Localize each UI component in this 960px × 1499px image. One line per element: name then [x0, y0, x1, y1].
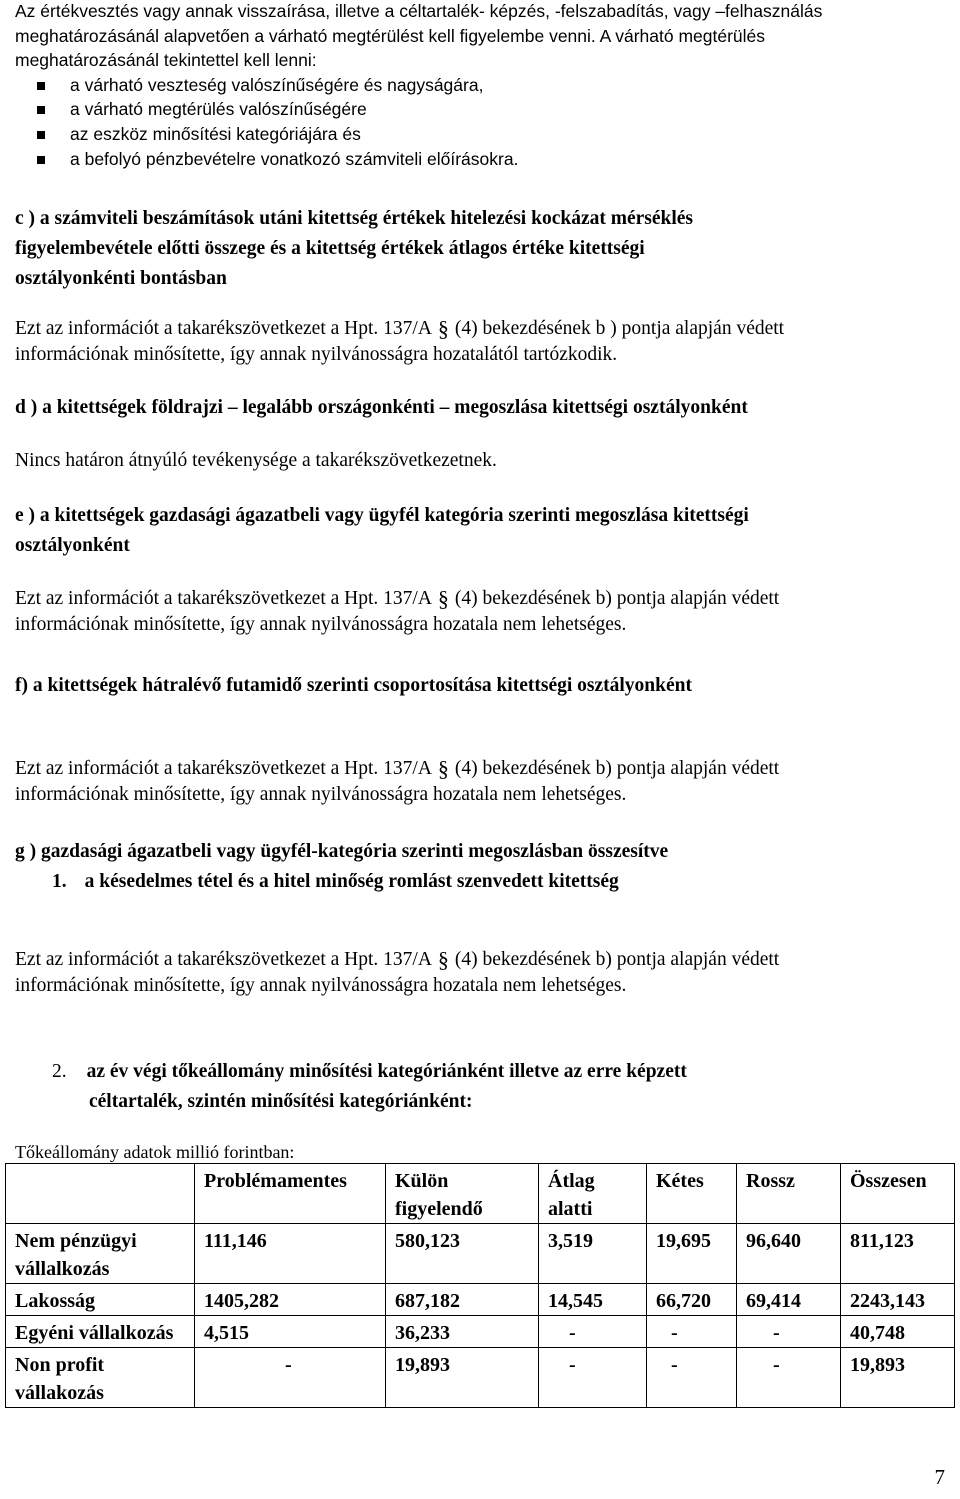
square-bullet-icon	[37, 156, 45, 164]
table-row	[6, 1224, 955, 1284]
table-cell: 19,695	[647, 1224, 737, 1284]
table-cell: -	[539, 1348, 647, 1408]
square-bullet-icon	[37, 106, 45, 114]
table-cell: -	[737, 1316, 841, 1348]
table-header-cell: Problémamentes	[195, 1164, 386, 1224]
table-cell: 69,414	[737, 1284, 841, 1316]
table-row	[6, 1316, 955, 1348]
section-f-body: Ezt az információt a takarékszövetkezet a Hpt. 137/A § (4) bekezdésének b) pontja alapján védett információnak minősítette, így annak nyilvánosságra hozatala nem lehetséges.	[15, 756, 780, 805]
table-cell: 811,123	[841, 1224, 955, 1284]
table-cell: 14,545	[539, 1284, 647, 1316]
page-number: 7	[934, 1465, 945, 1489]
section-c-body: Ezt az információt a takarékszövetkezet a Hpt. 137/A § (4) bekezdésének b ) pontja alapján védett információnak minősítette, így annak nyilvánosságra hozatalától tartózkodik.	[15, 316, 785, 365]
table-cell: 66,720	[647, 1284, 737, 1316]
table-cell: 19,893	[386, 1348, 539, 1408]
bullet-item: a várható megtérülés valószínűségére	[70, 97, 950, 122]
table-caption: Tőkeállomány adatok millió forintban:	[15, 1142, 295, 1162]
table-header-cell: Összesen	[841, 1164, 955, 1224]
table-cell: 111,146	[195, 1224, 386, 1284]
section-g-item-1: 1. a késedelmes tétel és a hitel minőség romlást szenvedett kitettség	[52, 871, 619, 892]
table-cell: -	[647, 1316, 737, 1348]
table-header-cell: Rossz	[737, 1164, 841, 1224]
table-cell: 40,748	[841, 1316, 955, 1348]
section-sign-icon: §	[437, 316, 449, 341]
table-cell: -	[647, 1348, 737, 1408]
section-sign-icon: §	[437, 586, 449, 611]
table-cell: 19,893	[841, 1348, 955, 1408]
section-g-heading: g ) gazdasági ágazatbeli vagy ügyfél-kategória szerinti megoszlásban összesítve 1. a késedelmes tétel és a hitel minőség romlást szenvedett kitettség	[15, 837, 950, 897]
square-bullet-icon	[37, 82, 45, 90]
capital-data-table	[5, 1163, 955, 1408]
bullet-item: a befolyó pénzbevételre vonatkozó számviteli előírásokra.	[70, 147, 950, 172]
section-c-heading: c ) a számviteli beszámítások utáni kitettség értékek hitelezési kockázat mérséklés figyelembevétele előtti összege és a kitettség értékek átlagos értéke kitettségi osztályonkénti bontásban	[15, 208, 694, 289]
bullet-item: az eszköz minősítési kategóriájára és	[70, 122, 950, 147]
table-cell: 1405,282	[195, 1284, 386, 1316]
intro-line: Az értékvesztés vagy annak visszaírása, illetve a céltartalék- képzés, -felszabadítás, vagy –felhasználás	[15, 1, 823, 21]
table-row	[6, 1348, 955, 1408]
section-g-body: Ezt az információt a takarékszövetkezet a Hpt. 137/A § (4) bekezdésének b) pontja alapján védett információnak minősítette, így annak nyilvánosságra hozatala nem lehetséges.	[15, 947, 780, 996]
table-cell: 36,233	[386, 1316, 539, 1348]
section-d-heading: d ) a kitettségek földrajzi – legalább országonkénti – megoszlása kitettségi osztályonként	[15, 397, 748, 418]
table-cell: 2243,143	[841, 1284, 955, 1316]
table-cell: -	[737, 1348, 841, 1408]
intro-paragraph	[15, 0, 950, 171]
table-header-cell: Átlag alatti	[539, 1164, 647, 1224]
intro-line: meghatározásánál tekintettel kell lenni:	[15, 50, 317, 71]
table-cell: 580,123	[386, 1224, 539, 1284]
section-sign-icon: §	[437, 756, 449, 781]
section-e-body: Ezt az információt a takarékszövetkezet a Hpt. 137/A § (4) bekezdésének b) pontja alapján védett információnak minősítette, így annak nyilvánosságra hozatala nem lehetséges.	[15, 586, 780, 635]
bullet-item: a várható veszteség valószínűségére és nagyságára,	[70, 73, 950, 98]
table-row-label: Lakosság	[6, 1284, 195, 1316]
table-row-label: Nem pénzügyi vállalkozás	[6, 1224, 195, 1284]
section-e-heading: e ) a kitettségek gazdasági ágazatbeli vagy ügyfél kategória szerinti megoszlása kitettségi osztályonként	[15, 505, 749, 556]
table-cell: 4,515	[195, 1316, 386, 1348]
intro-line: meghatározásánál alapvetően a várható megtérülést kell figyelembe venni. A várható megtérülés	[15, 25, 766, 46]
table-header-cell: Külön figyelendő	[386, 1164, 539, 1224]
table-row-label: Non profit vállakozás	[6, 1348, 195, 1408]
table-cell: 687,182	[386, 1284, 539, 1316]
table-header-cell: Kétes	[647, 1164, 737, 1224]
table-row	[6, 1284, 955, 1316]
table-row-label: Egyéni vállalkozás	[6, 1316, 195, 1348]
section-sign-icon: §	[437, 947, 449, 972]
table-header-cell	[6, 1164, 195, 1224]
section-g-item-2: 2. az év végi tőkeállomány minősítési kategóriánként illetve az erre képzett céltartalék, szintén minősítési kategóriánként:	[52, 1061, 687, 1112]
table-cell: -	[195, 1348, 386, 1408]
table-header-row	[6, 1164, 955, 1224]
square-bullet-icon	[37, 131, 45, 139]
section-d-body: Nincs határon átnyúló tevékenysége a takarékszövetkezetnek.	[15, 450, 497, 471]
table-cell: 96,640	[737, 1224, 841, 1284]
table-cell: -	[539, 1316, 647, 1348]
table-cell: 3,519	[539, 1224, 647, 1284]
intro-bullet-list	[15, 73, 950, 171]
section-f-heading: f) a kitettségek hátralévő futamidő szerinti csoportosítása kitettségi osztályonként	[15, 675, 692, 696]
